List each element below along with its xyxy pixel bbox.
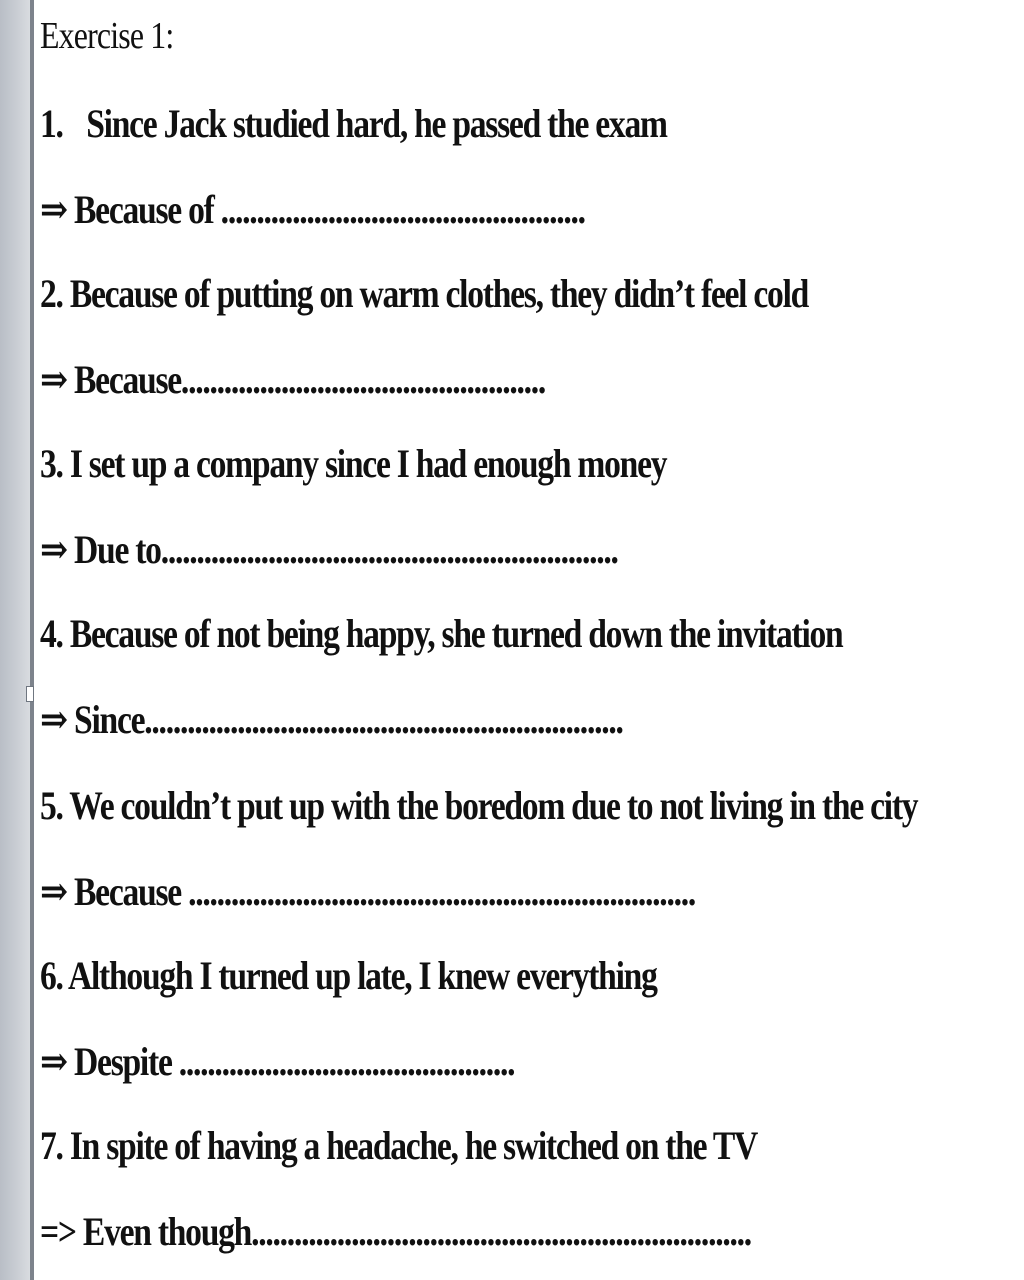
item-sentence: Because of putting on warm clothes, they didn’t feel cold <box>69 271 809 316</box>
item-sentence: We couldn’t put up with the boredom due to not living in the city <box>69 783 918 828</box>
item-sentence: I set up a company since I had enough money <box>69 441 667 486</box>
item-number: 6. <box>40 953 63 998</box>
item-sentence: Because of not being happy, she turned down the invitation <box>69 611 843 656</box>
item-number: 4. <box>40 611 63 656</box>
answer-prompt-3: ⇒ Due to................................................................ <box>40 527 618 572</box>
answer-prompt-4: ⇒ Since................................................................... <box>40 697 623 742</box>
item-number: 5. <box>40 783 63 828</box>
exercise-item-6 <box>40 952 657 1000</box>
left-margin-gutter <box>0 0 30 1280</box>
exercise-item-5 <box>40 782 917 830</box>
document-page <box>34 0 1024 1280</box>
answer-prompt-7: => Even though...................................................................... <box>40 1209 751 1254</box>
exercise-item-4 <box>40 610 842 658</box>
item-number: 3. <box>40 441 63 486</box>
exercise-item-7 <box>40 1122 757 1170</box>
item-number: 7. <box>40 1123 63 1168</box>
item-number: 2. <box>40 271 63 316</box>
exercise-title: Exercise 1: <box>40 15 174 57</box>
item-sentence: Although I turned up late, I knew everything <box>67 953 657 998</box>
item-sentence: Since Jack studied hard, he passed the exam <box>86 101 667 146</box>
exercise-item-2 <box>40 270 808 318</box>
answer-prompt-6: ⇒ Despite ............................................... <box>40 1039 515 1084</box>
margin-marker-handle[interactable] <box>26 686 34 702</box>
item-number: 1. <box>40 101 63 146</box>
item-sentence: In spite of having a headache, he switched on the TV <box>69 1123 757 1168</box>
answer-prompt-1: ⇒ Because of ................................................... <box>40 187 585 232</box>
exercise-item-3 <box>40 440 666 488</box>
exercise-item-1 <box>40 100 667 148</box>
answer-prompt-2: ⇒ Because................................................... <box>40 357 546 402</box>
answer-prompt-5: ⇒ Because ....................................................................... <box>40 869 696 914</box>
